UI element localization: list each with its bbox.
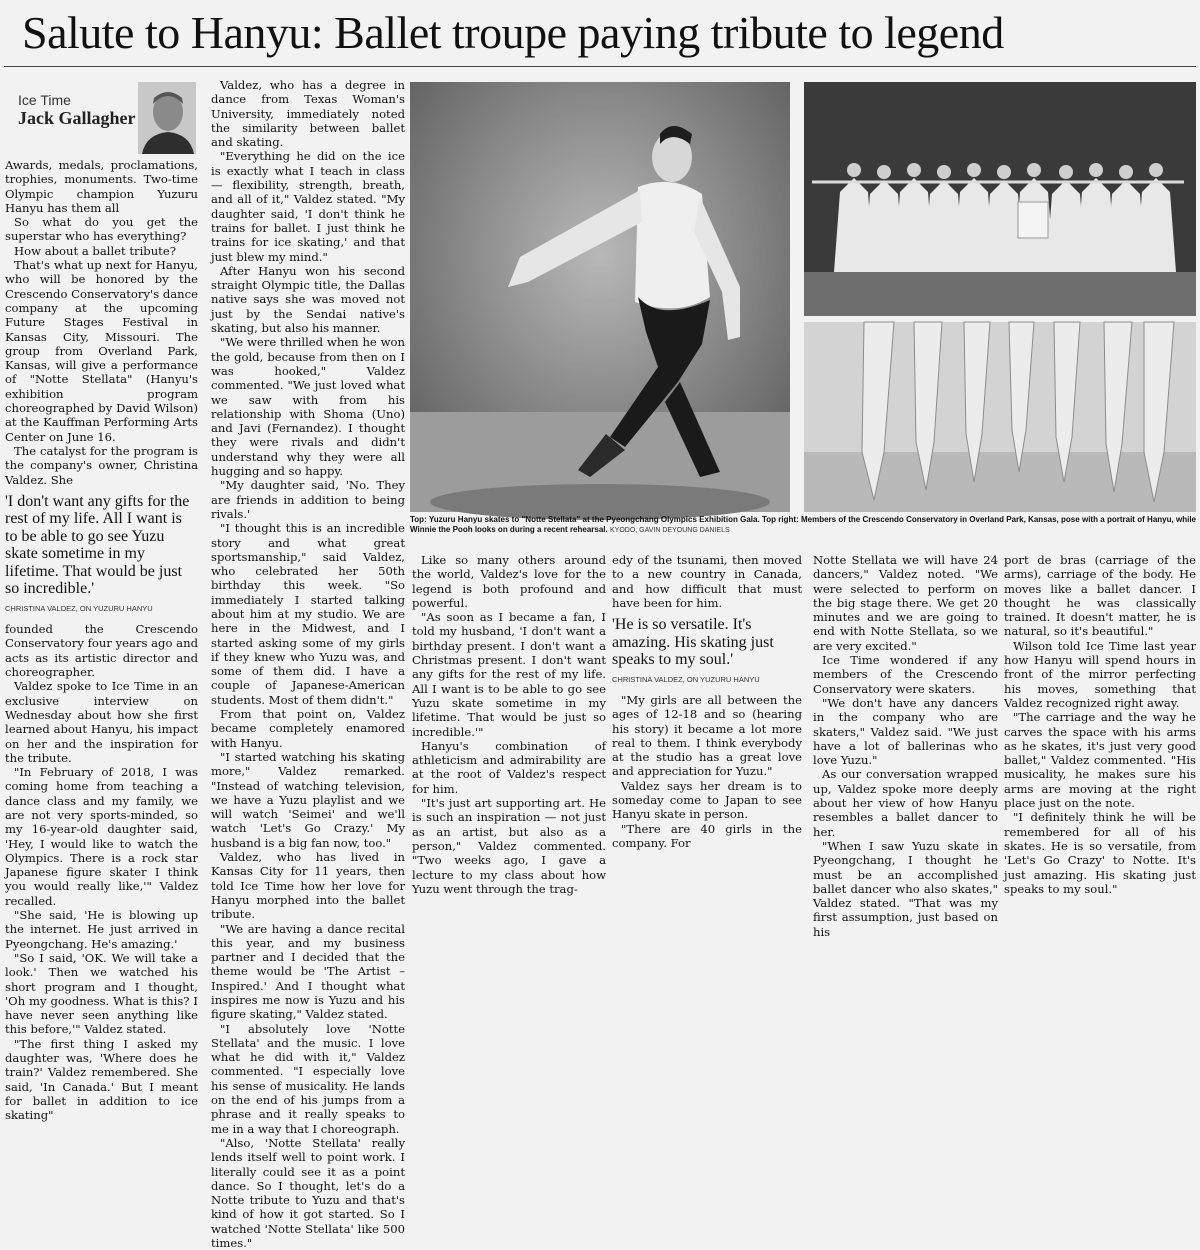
paragraph: "She said, 'He is blowing up the internet. He just arrived in Pyeongchang. He's amazing.' xyxy=(5,908,198,951)
paragraph: Ice Time wondered if any members of the Crescendo Conservatory were skaters. xyxy=(813,653,998,696)
photo-caption xyxy=(410,515,1196,536)
paragraph: As our conversation wrapped up, Valdez spoke more deeply about her view of how Hanyu resembles a ballet dancer to her. xyxy=(813,767,998,839)
ballet-troupe-photo xyxy=(804,82,1196,316)
paragraph: That's what up next for Hanyu, who will be honored by the Crescendo Conservatory's dance company at the upcoming Future Stages Festival in Kansas City, Missouri. The group from Overland Park, Kansas, will give a performance of "Notte Stellata" (Hanyu's exhibition program choreographed by David Wilson) at the Kauffman Performing Arts Center on June 16. xyxy=(5,258,198,444)
paragraph: Wilson told Ice Time last year how Hanyu will spend hours in front of the mirror perfecting his moves, something that Valdez recognized right away. xyxy=(1004,638,1196,710)
paragraph: "As soon as I became a fan, I told my husband, 'I don't want a birthday present. I don't want a Christmas present. I don't want any gifts for the rest of my life. All I want is to be able to go see Yuzu skate sometime in my lifetime. That would be just so incredible.'" xyxy=(412,610,606,739)
article-column-3 xyxy=(412,553,606,896)
headline-rule xyxy=(4,66,1196,67)
paragraph: The catalyst for the program is the company's owner, Christina Valdez. She xyxy=(5,443,198,487)
pointe-shoes-photo xyxy=(804,322,1196,512)
article-column-2 xyxy=(211,78,405,1250)
paragraph: Valdez, who has a degree in dance from Texas Woman's University, immediately noted the similarity between ballet and skating. xyxy=(211,78,405,150)
paragraph: edy of the tsunami, then moved to a new country in Canada, and how difficult that must have been for him. xyxy=(612,553,802,610)
pull-quote-attribution: CHRISTINA VALDEZ, ON YUZURU HANYU xyxy=(5,603,153,613)
paragraph: "I started watching his skating more," Valdez remarked. "Instead of watching television, we have a Yuzu playlist and we will watch 'Seimei' and we'll watch 'Let's Go Crazy.' My husband is a big fan now, too." xyxy=(211,749,405,850)
paragraph: "Also, 'Notte Stellata' really lends itself well to point work. I literally could see it as a point dance. So I thought, let's do a Notte tribute to Yuzu and that's kind of how it got started. So I watched 'Notte Stellata' like 500 times." xyxy=(211,1135,405,1250)
paragraph: "The first thing I asked my daughter was, 'Where does he train?' Valdez remembered. She said, 'In Canada.' But I meant for ballet in addition to ice skating" xyxy=(5,1036,198,1123)
paragraph: "When I saw Yuzu skate in Pyeongchang, I thought he must be an accomplished ballet dancer who also skates," Valdez stated. "That was my first assumption, just based on his xyxy=(813,838,998,939)
paragraph: So what do you get the superstar who has everything? xyxy=(5,215,198,244)
paragraph: "We are having a dance recital this year, and my business partner and I decided that the theme would be 'The Artist – Inspired.' And I thought what inspires me now is Yuzu and his figure skating," Valdez stated. xyxy=(211,921,405,1022)
paragraph: "We were thrilled when he won the gold, because from then on I was hooked," Valdez commented. "We just loved what we saw with from his relationship with Shoma (Uno) and Javi (Fernandez). I thought they were rivals and didn't understand why they were all hugging and so happy. xyxy=(211,335,405,479)
author-byline: Jack Gallagher xyxy=(18,108,136,128)
paragraph: "My daughter said, 'No. They are friends in addition to being rivals.' xyxy=(211,478,405,521)
article-column-4 xyxy=(612,553,802,850)
paragraph: "We don't have any dancers in the company who are skaters," Valdez said. "We just have a lot of ballerinas who love Yuzu." xyxy=(813,695,998,768)
paragraph: founded the Crescendo Conservatory four years ago and acts as its artistic director and choreographer. xyxy=(5,622,198,680)
paragraph: "I definitely think he will be remembered for all of his skates. He is so versatile, from 'Let's Go Crazy' to Notte. It's just amazing. His skating just speaks to my soul." xyxy=(1004,810,1196,896)
paragraph: From that point on, Valdez became completely enamored with Hanyu. xyxy=(211,707,405,750)
paragraph: Valdez, who has lived in Kansas City for 11 years, then told Ice Time how her love for Hanyu morphed into the ballet tribute. xyxy=(211,850,405,922)
paragraph: "I thought this is an incredible story and what great sportsmanship," said Valdez, who celebrated her 50th birthday this week. "So immediately I started talking about him at my studio. We are here in the Midwest, and I started asking some of my girls if they knew who Yuzu was, and some of them did. I have a couple of Japanese-American students. Most of them didn't." xyxy=(211,521,405,707)
pull-quote-attribution: CHRISTINA VALDEZ, ON YUZURU HANYU xyxy=(612,674,760,684)
caption-text: Top: Yuzuru Hanyu skates to "Notte Stellata" at the Pyeongchang Olympics Exhibition Gala. Top right: Members of the Crescendo Conservatory in Overland Park, Kansas, pose with a portrait of Hanyu, while Winnie the Pooh looks on during a recent rehearsal. xyxy=(410,515,1196,534)
paragraph: Valdez says her dream is to someday come to Japan to see Hanyu skate in person. xyxy=(612,778,802,822)
article-column-6 xyxy=(1004,553,1196,896)
paragraph: "I absolutely love 'Notte Stellata' and the music. I love what he did with it," Valdez commented. "I especially love his sense of musicality. He lands on the end of his jumps from a phrase and it really speaks to me in a way that I choreograph. xyxy=(211,1021,405,1136)
skater-photo xyxy=(410,82,790,512)
paragraph: "It's just art supporting art. He is such an inspiration — not just as an artist, but also as a person," Valdez commented. "Two weeks ago, I gave a lecture to my class about how Yuzu went through the trag- xyxy=(412,796,606,896)
paragraph: Like so many others around the world, Valdez's love for the legend is both profound and powerful. xyxy=(412,553,606,610)
paragraph: "My girls are all between the ages of 12-18 and so (hearing his story) it became a lot more real to them. I think everybody at the studio has a great love and appreciation for Yuzu." xyxy=(612,692,802,779)
paragraph: port de bras (carriage of the arms), carriage of the body. He moves like a ballet dancer. I thought he was classically trained. It doesn't matter, he is natural, so it's beautiful." xyxy=(1004,553,1196,639)
paragraph: Hanyu's combination of athleticism and admirability are at the root of Valdez's respect for him. xyxy=(412,738,606,796)
article-column-5 xyxy=(813,553,998,939)
headline: Salute to Hanyu: Ballet troupe paying tribute to legend xyxy=(22,7,1004,58)
paragraph: "The carriage and the way he carves the space with his arms as he skates, it's just very good ballet," Valdez commented. "His musicality, he makes sure his arms are moving at the right place just on the note. xyxy=(1004,710,1196,811)
article-column-1 xyxy=(5,158,198,1123)
paragraph: After Hanyu won his second straight Olympic title, the Dallas native says she was moved not just by the Sendai native's skating, but also his manner. xyxy=(211,263,405,336)
paragraph: "Everything he did on the ice is exactly what I teach in class — flexibility, strength, breath, and all of it," Valdez stated. "My daughter said, 'I don't think he trains for ballet. I just think he trains for ice skating,' and that just blew my mind." xyxy=(211,149,405,264)
pull-quote: 'I don't want any gifts for the rest of my life. All I want is to be able to go see Yuzu skate sometime in my lifetime. That would be just so incredible.' xyxy=(5,492,190,598)
paragraph: Valdez spoke to Ice Time in an exclusive interview on Wednesday about how she first learned about Hanyu, his impact on her and the inspiration for the tribute. xyxy=(5,679,198,765)
paragraph: How about a ballet tribute? xyxy=(14,243,176,258)
column-kicker: Ice Time xyxy=(18,92,71,108)
paragraph: "In February of 2018, I was coming home from teaching a dance class and my family, we are not very sports-minded, so my 16-year-old daughter said, 'Hey, I would like to watch the Olympics. There is a rock star Japanese figure skater I think you would really like,'" Valdez recalled. xyxy=(5,765,198,908)
paragraph: "So I said, 'OK. We will take a look.' Then we watched his short program and I thought, 'Oh my goodness. What is this? I have never seen anything like this before,'" Valdez stated. xyxy=(5,950,198,1037)
photo-credit: KYODO, GAVIN DEYOUNG DANIELS xyxy=(609,527,730,534)
paragraph: "There are 40 girls in the company. For xyxy=(612,821,802,850)
paragraph: Notte Stellata we will have 24 dancers," Valdez noted. "We were selected to perform on the big stage there. We get 20 minutes and we are going to end with Notte Stellata, so we are very excited." xyxy=(813,553,998,653)
paragraph: Awards, medals, proclamations, trophies, monuments. Two-time Olympic champion Yuzuru Hanyu has them all xyxy=(5,158,198,215)
pull-quote: 'He is so versatile. It's amazing. His skating just speaks to my soul.' xyxy=(612,616,774,669)
author-photo xyxy=(138,82,196,154)
